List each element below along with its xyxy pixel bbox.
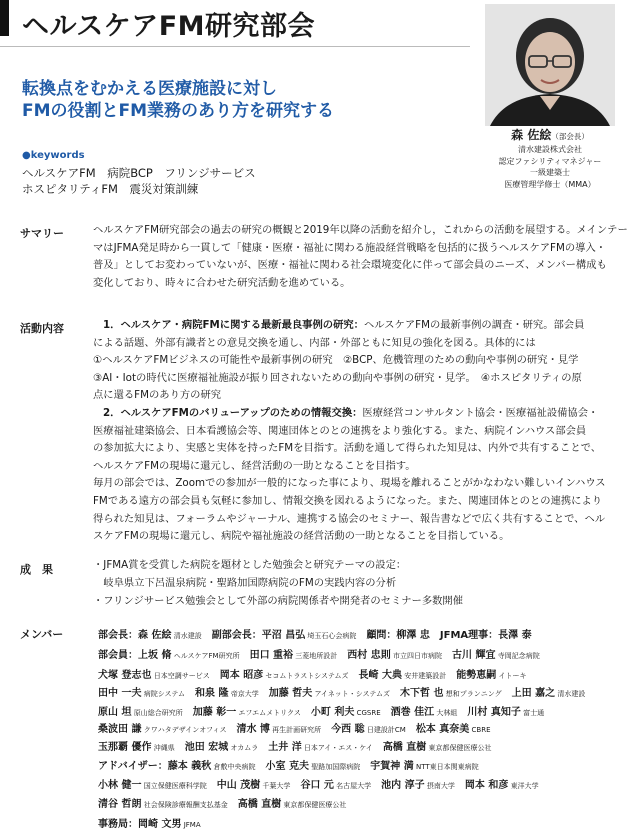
summary-line: ヘルスケアFM研究部会の過去の研究の概観と2019年以降の活動を紹介し，これからの活動を展望する。メインテー: [93, 224, 628, 236]
member-name: 原山 坦: [98, 707, 132, 718]
member-name: 高橋 直樹: [237, 799, 282, 810]
member-row: [98, 720, 491, 735]
member-affiliation: 名古屋大学: [333, 782, 372, 790]
member-name: 松本 真奈美: [415, 724, 470, 735]
activities-line: FMである遠方の部会員も気軽に参加し、情報交換を図れるようになった。また、関連団体とのとの連携により: [93, 494, 603, 507]
member-row: [98, 703, 544, 718]
member-name: 田中 一夫: [98, 688, 142, 699]
member-name: 西村 忠則: [347, 650, 391, 661]
activities-line: スケアFMの現場に還元し、病院や福祉施設の経営活動の一助となることを目指している。: [93, 530, 510, 543]
member-affiliation: NTT東日本関東病院: [413, 763, 479, 771]
member-name: 犬塚 登志也: [98, 670, 152, 681]
member-name: 長崎 大典: [358, 670, 403, 681]
member-affiliation: 寺岡記念病院: [495, 652, 540, 660]
subtitle-line: FMの役割とFM業務のあり方を研究する: [22, 101, 335, 121]
member-affiliation: アイネット・システムズ: [312, 690, 391, 698]
activities-line: 2．ヘルスケアFMのバリューアップのための情報交換：医療経営コンサルタント協会・医療福祉設備協会・: [103, 406, 599, 419]
subtitle: [22, 78, 462, 122]
member-name: 桑波田 謙: [98, 724, 142, 735]
author-certification: 認定ファシリティマネジャー: [498, 156, 602, 166]
author-name: 森 佐絵（部会長）: [511, 128, 589, 142]
member-affiliation: セコムトラストシステムズ: [263, 672, 349, 680]
activities-line: の参加拡大により、実感と実体を持ったFMを目指す。活動を通して得られた知見は、内外で共有することで、: [93, 442, 602, 455]
activities-line: ①ヘルスケアFMビジネスの可能性や最新事例の研究 ②BCP、危機管理のための動向や事例の研究・見学: [93, 354, 579, 367]
activities-label: 活動内容: [20, 322, 64, 335]
activities-line: ヘルスケアFMの現場に還元し、経営活動の一助となることを目指す。: [93, 459, 416, 472]
member-row: [98, 684, 585, 699]
member-name: 田口 重裕: [249, 650, 294, 661]
activities-text: [93, 317, 606, 546]
member-affiliation: 日本アイ・エス・ケイ: [301, 744, 373, 752]
member-name: 宇賀神 満: [370, 761, 414, 772]
member-name: 土井 洋: [268, 742, 302, 753]
activities-line: 毎月の部会では、Zoomでの参加が一般的になった事により、現場を離れることがかなわない難しいインハウス: [93, 477, 606, 490]
member-affiliation: 日本空調サービス: [151, 672, 210, 680]
member-name: 小林 健一: [98, 780, 142, 791]
member-name: 清谷 哲朗: [98, 799, 142, 810]
member-affiliation: 東洋大学: [508, 782, 539, 790]
member-affiliation: 社会保険診療報酬支払基金: [141, 801, 228, 809]
title-accent-bar: [0, 0, 9, 36]
member-affiliation: 埼玉石心会病院: [305, 632, 357, 640]
summary-line: マはJFMA発足時から一貫して「健康・医療・福祉に関わる施設経営戦略を包括的に扱うヘルスケアFMの導入・: [93, 241, 607, 254]
member-affiliation: イトーキ: [496, 672, 527, 680]
member-row: [98, 795, 346, 810]
activities-line: 1．ヘルスケア・病院FMに関する最新最良事例の研究：ヘルスケアFMの最新事例の調査・研究。部会員: [103, 319, 585, 331]
member-name: 木下哲 也: [400, 688, 444, 699]
author-license: 一級建築士: [530, 168, 570, 177]
member-affiliation: CBRE: [469, 726, 491, 734]
member-affiliation: 想和プランニング: [443, 690, 502, 698]
member-affiliation: CGSRE: [354, 709, 381, 717]
member-affiliation: 富士通: [520, 709, 545, 717]
member-affiliation: 沖縄県: [151, 744, 175, 752]
member-name: 部会員：上坂 脩: [98, 650, 172, 661]
member-name: 上田 嘉之: [511, 688, 556, 699]
page-title: ヘルスケアFM研究部会: [22, 11, 316, 42]
member-affiliation: 清水建設: [555, 690, 586, 698]
member-affiliation: 原山総合研究所: [131, 709, 183, 717]
subtitle-line: 転換点をむかえる医療施設に対し: [22, 79, 277, 99]
member-row: [98, 757, 479, 772]
results-line: 岐阜県立下呂温泉病院・聖路加国際病院のFMの実践内容の分析: [93, 577, 397, 589]
title-bar: [0, 0, 472, 40]
member-name: 副部会長：平沼 昌弘: [211, 630, 306, 641]
member-name: 池内 淳子: [381, 780, 425, 791]
member-affiliation: JFMA: [181, 821, 201, 829]
member-affiliation: 倉敷中央病院: [211, 763, 256, 771]
member-affiliation: 帝京大学: [228, 690, 259, 698]
keywords-heading: ●keywords: [22, 150, 85, 161]
member-name: 谷口 元: [300, 780, 334, 791]
member-name: 能勢恵嗣: [456, 670, 497, 681]
member-row: [98, 626, 532, 641]
member-row: [98, 666, 526, 681]
member-affiliation: 聖路加国際病院: [309, 763, 361, 771]
member-name: 川村 真知子: [467, 707, 521, 718]
member-affiliation: 摂南大学: [424, 782, 455, 790]
member-name: 玉那覇 優作: [98, 742, 152, 753]
summary-line: 変化しており、時々に合わせた研究活動を進めている。: [93, 276, 351, 289]
title-divider: [0, 46, 470, 47]
author-degree: 医療管理学修士（MMA）: [504, 179, 596, 189]
member-name: 和泉 隆: [195, 688, 229, 699]
member-name: 小町 利夫: [310, 707, 355, 718]
author-photo: [485, 4, 615, 126]
member-name: JFMA理事：長澤 泰: [439, 630, 532, 641]
member-name: 岡本 昭彦: [219, 670, 264, 681]
activities-line: 点に還るFMのあり方の研究: [93, 389, 222, 402]
member-name: 今西 聡: [331, 724, 365, 735]
member-name: 小室 克夫: [265, 761, 310, 772]
summary-line: 普及」としてお変わっていないが、医療・福祉に関わる社会環境変化に伴って部会員のニーズ、メンバー構成も: [93, 259, 607, 272]
author-role: （部会長）: [551, 132, 589, 141]
results-line: ・フリンジサービス勉強会として外部の病院関係者や開発者のセミナー多数開催: [93, 595, 464, 607]
member-name: 加藤 彰一: [192, 707, 237, 718]
member-name: 顧問：柳澤 忠: [366, 630, 430, 641]
member-name: 酒巻 佳江: [390, 707, 435, 718]
keywords-line: ヘルスケアFM 病院BCP フリンジサービス: [22, 166, 256, 180]
member-name: 岡本 和彦: [464, 780, 509, 791]
member-affiliation: 国立保健医療科学院: [141, 782, 207, 790]
member-name: 池田 宏城: [184, 742, 229, 753]
activities-line: 得られた知見は、フォーラムやジャーナル、連携する協会のセミナー、報告書などで広く共有することで、ヘル: [93, 512, 606, 525]
results-text: [93, 556, 603, 610]
author-affiliation: 清水建設株式会社: [518, 145, 582, 154]
member-row: [98, 776, 539, 791]
member-name: 清水 博: [236, 724, 270, 735]
member-affiliation: オカムラ: [228, 744, 259, 752]
activities-line: ③AI・Iotの時代に医療福祉施設が振り回されないための動向や事例の研究・見学。 ④ホスピタリティの原: [93, 371, 582, 384]
author-profile: [470, 128, 630, 190]
member-affiliation: 清水建設: [171, 632, 202, 640]
member-name: 事務局：岡崎 文男: [98, 819, 182, 830]
member-affiliation: 千葉大学: [260, 782, 291, 790]
member-affiliation: 病院システム: [141, 690, 186, 698]
member-affiliation: クワハタデザインオフィス: [141, 726, 227, 734]
activities-line: 医療福祉建築協会、日本看護協会等、関連団体とのとの連携をより強化する。また、病院インハウス部会員: [93, 424, 587, 437]
member-affiliation: エフエムメトリクス: [236, 709, 301, 717]
member-row: [98, 646, 540, 661]
member-affiliation: 大林組: [434, 709, 458, 717]
members-label: メンバー: [20, 628, 64, 641]
summary-text: [93, 222, 628, 292]
member-name: 古川 輝宜: [452, 650, 496, 661]
activities-line: による話題、外部有識者との意見交換を通し、内部・外部ともに知見の強化を図る。具体的には: [93, 336, 536, 349]
member-row: [98, 738, 492, 753]
member-name: 高橋 直樹: [382, 742, 427, 753]
member-affiliation: 日建設計CM: [364, 726, 406, 734]
results-line: ・JFMA賞を受賞した病院を題材とした勉強会と研究テーマの設定：: [93, 559, 407, 571]
member-affiliation: 安井建築設計: [402, 672, 447, 680]
member-name: アドバイザー：藤本 義秋: [98, 761, 212, 772]
member-name: 加藤 哲夫: [268, 688, 313, 699]
member-name: 部会長：森 佐絵: [98, 630, 172, 641]
member-affiliation: 東京都保健医療公社: [426, 744, 492, 752]
member-affiliation: 東京都保健医療公社: [281, 801, 347, 809]
member-affiliation: 再生計画研究所: [269, 726, 322, 734]
summary-label: サマリー: [20, 227, 64, 240]
member-affiliation: 三菱地所設計: [293, 652, 338, 660]
keywords-line: ホスピタリティFM 震災対策訓練: [22, 182, 199, 196]
member-affiliation: ヘルスケアFM研究所: [171, 652, 240, 660]
member-row: [98, 815, 201, 830]
results-label: 成 果: [20, 563, 53, 576]
member-name: 中山 茂樹: [216, 780, 261, 791]
member-affiliation: 市立四日市病院: [390, 652, 443, 660]
